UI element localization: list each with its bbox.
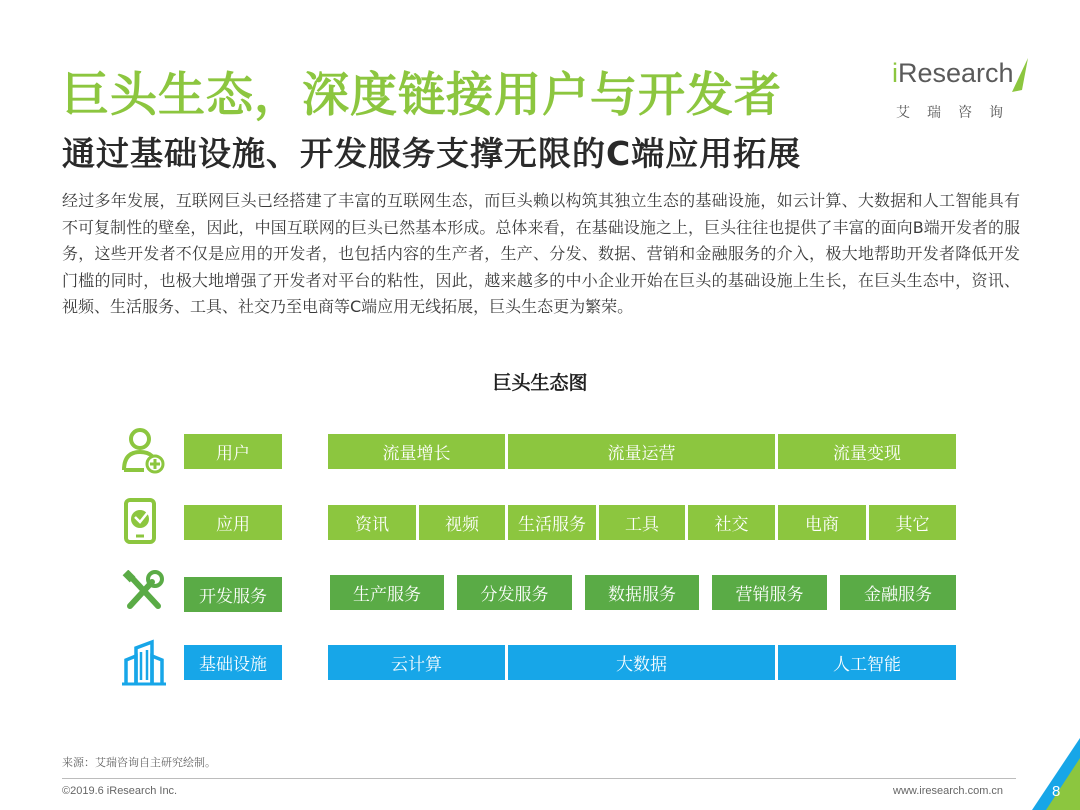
- logo-chinese-name: 艾瑞咨询: [896, 105, 1020, 121]
- intro-paragraph: 经过多年发展，互联网巨头已经搭建了丰富的互联网生态，而巨头赖以构筑其独立生态的基础设施，如云计算、大数据和人工智能具有不可复制性的壁垒，因此，中国互联网的巨头已然基本形成。总体来看，在基础设施之上，巨头往往也提供了丰富的面向B端开发者的服务，这些开发者不仅是应用的开发者，也包括内容的生产者，生产、分发、数据、营销和金融服务的介入，极大地帮助开发者降低开发门槛的同时，也极大地增强了开发者对平台的粘性，因此，越来越多的中小企业开始在巨头的基础设施上生长，在巨头生态中，资讯、视频、生活服务、工具、社交乃至电商等C端应用无线拓展，巨头生态更为繁荣。: [62, 191, 1020, 316]
- cell-ecommerce: 电商: [778, 505, 866, 540]
- iresearch-logo: [892, 58, 1032, 126]
- cell-distribution-service: 分发服务: [457, 575, 572, 610]
- row-label-users: 用户: [184, 434, 282, 469]
- cell-traffic-growth: 流量增长: [328, 434, 505, 469]
- cell-other: 其它: [869, 505, 956, 540]
- footer-divider: [62, 778, 1016, 779]
- page-subtitle: 通过基础设施、开发服务支撑无限的C端应用拓展: [62, 134, 802, 173]
- website-link[interactable]: www.iresearch.com.cn: [893, 785, 1004, 797]
- buildings-icon: [122, 638, 166, 686]
- row-label-apps: 应用: [184, 505, 282, 540]
- page-number: 8: [1052, 783, 1061, 800]
- cell-traffic-monetization: 流量变现: [778, 434, 956, 469]
- row-label-dev-services: 开发服务: [184, 577, 282, 612]
- cell-traffic-operation: 流量运营: [508, 434, 775, 469]
- cell-life-services: 生活服务: [508, 505, 596, 540]
- cell-production-service: 生产服务: [330, 575, 444, 610]
- user-add-icon: [120, 426, 168, 474]
- cell-data-service: 数据服务: [585, 575, 699, 610]
- diagram-title: 巨头生态图: [492, 372, 588, 394]
- cell-ai: 人工智能: [778, 645, 956, 680]
- cell-finance-service: 金融服务: [840, 575, 956, 610]
- row-label-infrastructure: 基础设施: [184, 645, 282, 680]
- phone-app-icon: [122, 498, 166, 546]
- cell-tools: 工具: [599, 505, 685, 540]
- copyright: ©2019.6 iResearch Inc.: [62, 785, 178, 797]
- page-title: 巨头生态，深度链接用户与开发者: [62, 68, 782, 123]
- cell-big-data: 大数据: [508, 645, 775, 680]
- cell-video: 视频: [419, 505, 505, 540]
- cell-news: 资讯: [328, 505, 416, 540]
- cell-social: 社交: [688, 505, 775, 540]
- tools-icon: [122, 570, 166, 614]
- logo-swoosh-icon: [1010, 54, 1030, 94]
- source-note: 来源：艾瑞咨询自主研究绘制。: [62, 756, 216, 769]
- logo-wordmark: iResearch: [892, 58, 1014, 88]
- cell-cloud-computing: 云计算: [328, 645, 505, 680]
- cell-marketing-service: 营销服务: [712, 575, 827, 610]
